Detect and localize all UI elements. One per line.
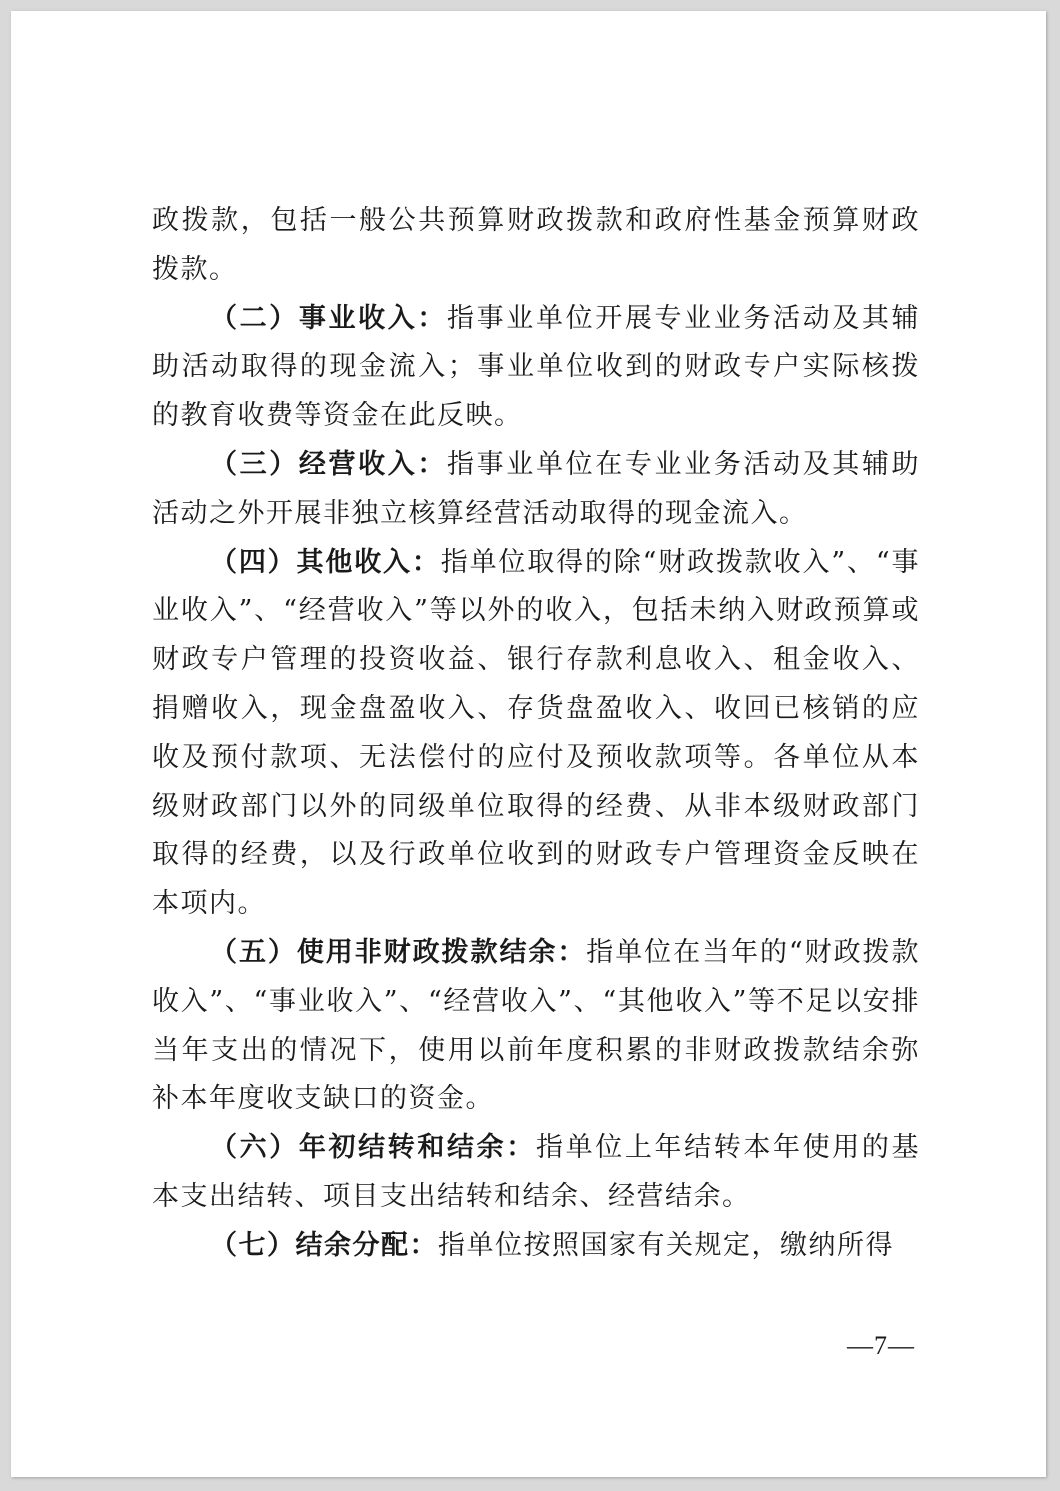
paragraph-heading: （三）经营收入： (210, 448, 448, 480)
paragraph-text: 指事业单位在专业业务活动及其辅助活动之外开展非独立核算经营活动取得的现金流入。 (152, 448, 921, 529)
page-number: —7— (847, 1331, 915, 1360)
paragraph-heading: （四）其他收入： (210, 546, 441, 578)
paragraph-heading: （六）年初结转和结余： (210, 1132, 536, 1164)
document-page (11, 11, 1046, 1477)
paragraph-other-income (152, 539, 920, 929)
paragraph-text: 指单位上年结转本年使用的基本支出结转、项目支出结转和结余、经营结余。 (152, 1132, 921, 1212)
paragraph-heading: （七）结余分配： (210, 1229, 438, 1261)
paragraph-carryover (152, 1124, 920, 1222)
paragraph-continuation (152, 197, 920, 295)
paragraph-heading: （二）事业收入： (210, 302, 448, 334)
paragraph-business-income (152, 295, 920, 441)
paragraph-text: 指事业单位开展专业业务活动及其辅助活动取得的现金流入；事业单位收到的财政专户实际核拨的教育收费等资金在此反映。 (152, 302, 921, 432)
paragraph-text: 指单位按照国家有关规定，缴纳所得 (438, 1229, 894, 1261)
paragraph-non-fiscal-surplus (152, 929, 920, 1124)
paragraph-text: 指单位取得的除“财政拨款收入”、“事业收入”、“经营收入”等以外的收入，包括未纳入财政预算或财政专户管理的投资收益、银行存款利息收入、租金收入、捐赠收入，现金盘盈收入、存货盘盈收入、收回已核销的应收及预付款项、无法偿付的应付及预收款项等。各单位从本级财政部门以外的同级单位取得的经费、从非本级财政部门取得的经费，以及行政单位收到的财政专户管理资金反映在本项内。 (152, 546, 920, 920)
paragraph-surplus-distribution (152, 1222, 920, 1271)
paragraph-text: 政拨款，包括一般公共预算财政拨款和政府性基金预算财政拨款。 (152, 205, 920, 285)
paragraph-heading: （五）使用非财政拨款结余： (210, 936, 587, 968)
paragraph-text: 指单位在当年的“财政拨款收入”、“事业收入”、“经营收入”、“其他收入”等不足以安排当年支出的情况下，使用以前年度积累的非财政拨款结余弥补本年度收支缺口的资金。 (152, 936, 920, 1115)
document-body (152, 197, 920, 1271)
paragraph-operating-income (152, 441, 920, 539)
